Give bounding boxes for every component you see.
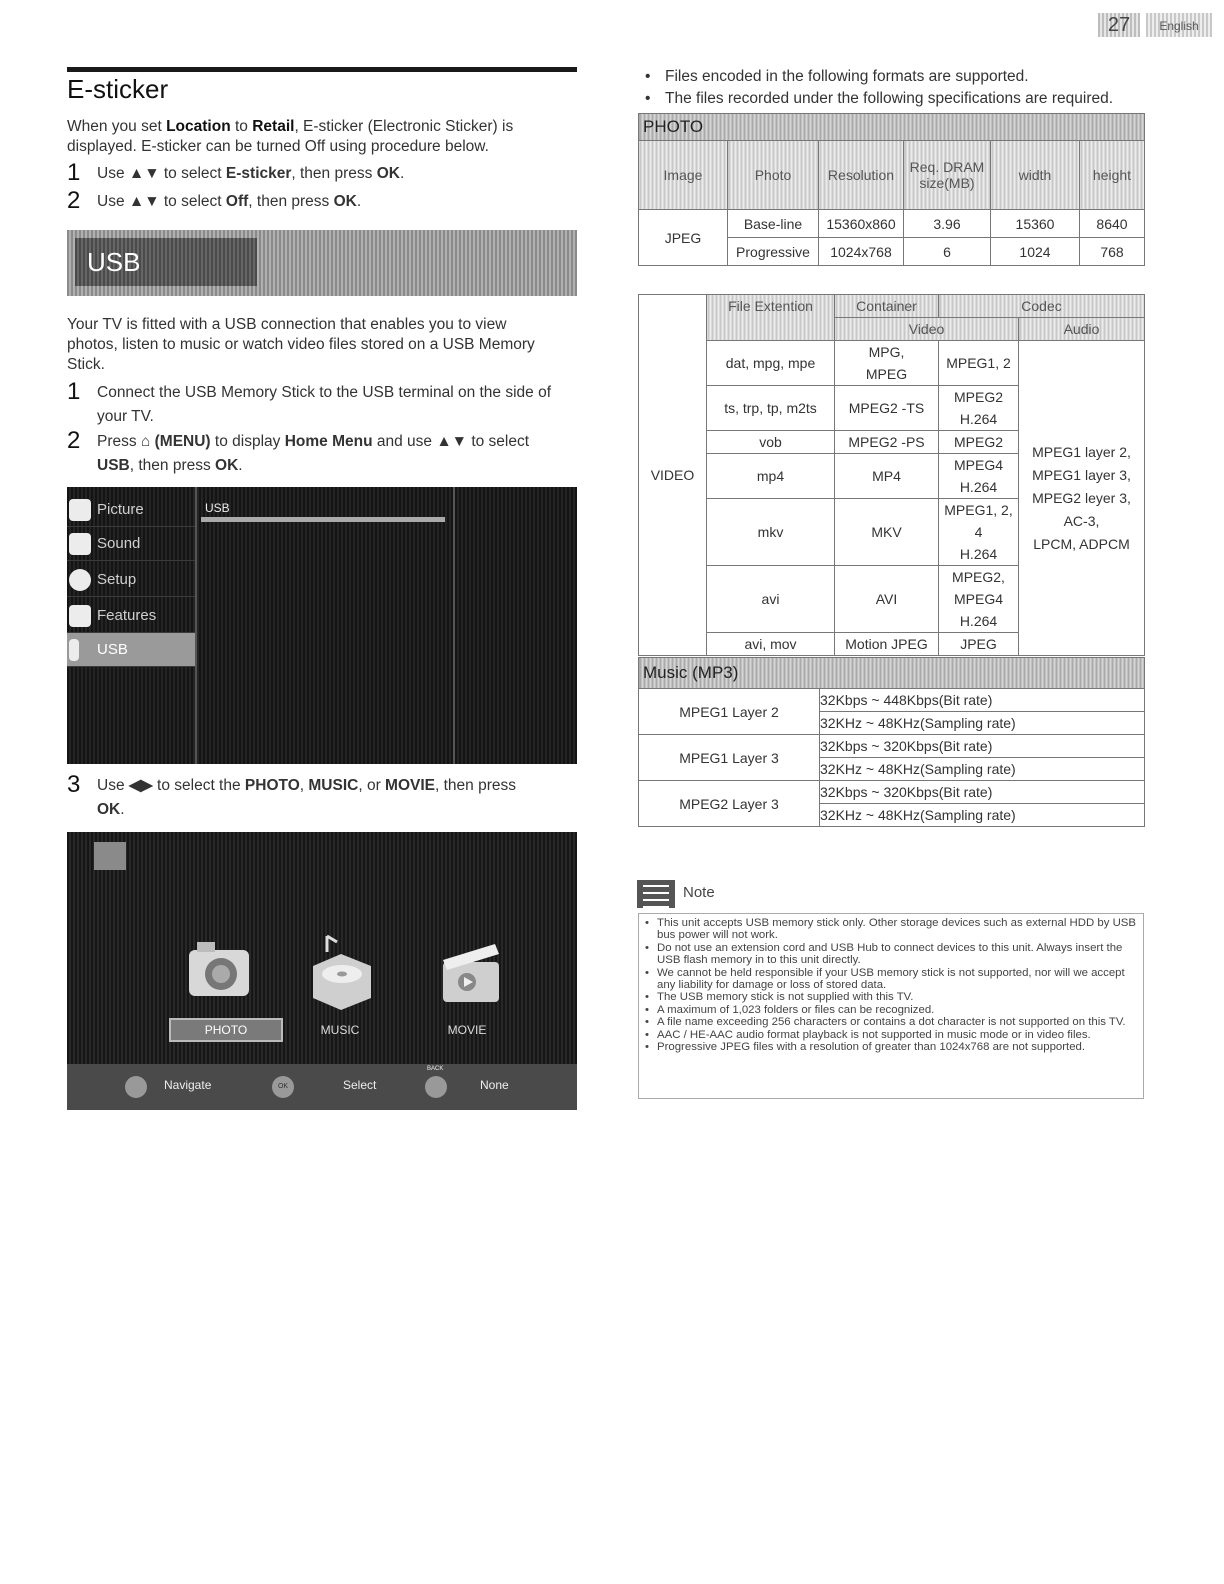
camera-icon <box>183 932 255 1012</box>
video-header-video: Video <box>835 318 1019 341</box>
video-ext-cell: avi, mov <box>707 633 835 656</box>
tv-home-menu-screenshot <box>67 487 577 764</box>
photo-cell: 3.96 <box>904 210 991 238</box>
video-container-cell: MPEG2 -PS <box>835 431 939 454</box>
video-container-cell: MKV <box>835 499 939 566</box>
ok-button-icon: OK <box>272 1076 294 1098</box>
usb-section-banner <box>67 230 577 296</box>
tv-menu-item-usb[interactable]: USB <box>67 633 195 667</box>
section-rule <box>67 67 577 72</box>
video-ext-cell: dat, mpg, mpe <box>707 341 835 386</box>
video-header-audio: Audio <box>1019 318 1145 341</box>
tv-footer-bar <box>67 1064 577 1110</box>
photo-cell: Base-line <box>728 210 819 238</box>
tv-menu-item-setup[interactable]: Setup <box>67 563 195 597</box>
usb-heading: USB <box>75 238 257 286</box>
video-audio-cell: MPEG1 layer 2, MPEG1 layer 3, MPEG2 leyer 3, AC-3, LPCM, ADPCM <box>1019 341 1145 656</box>
note-list <box>645 917 1137 1053</box>
photo-cell: 768 <box>1080 238 1145 266</box>
tv-menu-sidebar <box>67 487 195 764</box>
video-ext-cell: mkv <box>707 499 835 566</box>
photo-table <box>638 113 1145 266</box>
video-codec-cell: MPEG4 H.264 <box>939 454 1019 499</box>
note-icon <box>637 880 675 908</box>
format-bullet-2: • The files recorded under the following specifications are required. <box>665 88 1113 110</box>
note-item: • This unit accepts USB memory stick only. Other storage devices such as external HDD by USB bus power will not work. <box>645 917 1137 942</box>
photo-cell: 1024x768 <box>819 238 904 266</box>
video-container-cell: MPEG2 -TS <box>835 386 939 431</box>
navigate-dpad-icon <box>125 1076 147 1098</box>
video-container-cell: AVI <box>835 566 939 633</box>
music-table <box>638 657 1145 827</box>
usb-step-1: 1 Connect the USB Memory Stick to the USB terminal on the side of your TV. <box>67 378 552 425</box>
usb-step-3: 3 Use ◀▶ to select the PHOTO, MUSIC, or MOVIE, then press OK. <box>67 771 516 818</box>
music-spec-cell: 32Kbps ~ 320Kbps(Bit rate) 32KHz ~ 48KHz(Sampling rate) <box>820 781 1145 827</box>
video-header-container: Container <box>835 295 939 318</box>
photo-header-image: Image <box>639 141 728 210</box>
photo-cell: 6 <box>904 238 991 266</box>
tv-panel-highlight[interactable] <box>201 517 445 522</box>
usb-intro: Your TV is fitted with a USB connection that enables you to view photos, listen to music or watch video files stored on a USB Memory Stick. <box>67 316 535 373</box>
music-disc-icon <box>305 932 377 1012</box>
photo-cell: 8640 <box>1080 210 1145 238</box>
video-container-cell: Motion JPEG <box>835 633 939 656</box>
gear-icon <box>69 569 91 591</box>
photo-header-width: width <box>991 141 1080 210</box>
tv-menu-item-features[interactable]: Features <box>67 599 195 633</box>
photo-cell: 15360 <box>991 210 1080 238</box>
video-ext-cell: avi <box>707 566 835 633</box>
video-ext-cell: vob <box>707 431 835 454</box>
photo-header-dram: Req. DRAM size(MB) <box>904 141 991 210</box>
music-format-cell: MPEG1 Layer 2 <box>639 689 820 735</box>
sound-icon <box>69 533 91 555</box>
note-label: Note <box>683 884 715 901</box>
video-codec-cell: MPEG1, 2, 4 H.264 <box>939 499 1019 566</box>
media-music-button[interactable]: MUSIC <box>320 1023 360 1037</box>
video-codec-cell: MPEG2 <box>939 431 1019 454</box>
esticker-step-1: 1 Use ▲▼ to select E-sticker, then press OK. <box>67 159 405 186</box>
note-item: • A file name exceeding 256 characters or contains a dot character is not supported on this TV. <box>645 1016 1137 1028</box>
media-movie-button[interactable]: MOVIE <box>447 1023 487 1037</box>
note-item: • AAC / HE-AAC audio format playback is not supported in music mode or in video files. <box>645 1029 1137 1041</box>
photo-header-resolution: Resolution <box>819 141 904 210</box>
tv-menu-item-sound[interactable]: Sound <box>67 527 195 561</box>
footer-select-label: Select <box>343 1078 377 1092</box>
back-button-icon <box>425 1076 447 1098</box>
page-number: 27 <box>1098 13 1140 37</box>
video-codec-cell: JPEG <box>939 633 1019 656</box>
usb-icon <box>69 639 79 661</box>
note-item: • We cannot be held responsible if your USB memory stick is not supported, nor will we accept any liability for damage or loss of stored data. <box>645 967 1137 992</box>
photo-cell: 15360x860 <box>819 210 904 238</box>
photo-header-photo: Photo <box>728 141 819 210</box>
folder-icon <box>94 842 126 870</box>
video-header-codec: Codec <box>939 295 1145 318</box>
video-container-cell: MPG, MPEG <box>835 341 939 386</box>
back-caption: BACK <box>427 1066 444 1072</box>
esticker-intro: When you set Location to Retail, E-sticker (Electronic Sticker) is displayed. E-sticker can be turned Off using procedure below. <box>67 118 514 155</box>
esticker-heading: E-sticker <box>67 74 169 104</box>
photo-cell-image: JPEG <box>639 210 728 266</box>
media-photo-button[interactable]: PHOTO <box>169 1018 283 1042</box>
language-label: English <box>1146 13 1212 37</box>
music-spec-cell: 32Kbps ~ 448Kbps(Bit rate) 32KHz ~ 48KHz(Sampling rate) <box>820 689 1145 735</box>
video-codec-cell: MPEG2, MPEG4 H.264 <box>939 566 1019 633</box>
video-label: VIDEO <box>639 295 707 656</box>
tv-panel-title: USB <box>205 501 230 515</box>
music-format-cell: MPEG1 Layer 3 <box>639 735 820 781</box>
esticker-step-2: 2 Use ▲▼ to select Off, then press OK. <box>67 187 362 214</box>
picture-icon <box>69 499 91 521</box>
video-container-cell: MP4 <box>835 454 939 499</box>
features-icon <box>69 605 91 627</box>
note-item: • Progressive JPEG files with a resolution of greater than 1024x768 are not supported. <box>645 1041 1137 1053</box>
home-icon: ⌂ <box>140 433 151 450</box>
usb-step-2: 2 Press ⌂ (MENU) to display Home Menu and use ▲▼ to select USB, then press OK. <box>67 427 530 474</box>
footer-none-label: None <box>480 1078 509 1092</box>
video-codec-cell: MPEG2 H.264 <box>939 386 1019 431</box>
clapperboard-icon <box>437 932 509 1012</box>
video-ext-cell: ts, trp, tp, m2ts <box>707 386 835 431</box>
format-bullet-1: • Files encoded in the following formats are supported. <box>665 66 1113 88</box>
video-codec-cell: MPEG1, 2 <box>939 341 1019 386</box>
photo-table-title: PHOTO <box>639 114 1145 141</box>
format-bullets <box>665 66 1113 110</box>
note-item: • Do not use an extension cord and USB Hub to connect devices to this unit. Always insert the USB flash memory in to this unit directly. <box>645 942 1137 967</box>
music-table-title: Music (MP3) <box>639 658 1145 689</box>
photo-cell: Progressive <box>728 238 819 266</box>
music-spec-cell: 32Kbps ~ 320Kbps(Bit rate) 32KHz ~ 48KHz(Sampling rate) <box>820 735 1145 781</box>
photo-header-height: height <box>1080 141 1145 210</box>
tv-menu-panel <box>195 487 455 764</box>
video-ext-cell: mp4 <box>707 454 835 499</box>
video-header-file-ext: File Extention <box>707 295 835 341</box>
video-table <box>638 294 1145 656</box>
photo-cell: 1024 <box>991 238 1080 266</box>
tv-menu-item-picture[interactable]: Picture <box>67 493 195 527</box>
footer-navigate-label: Navigate <box>164 1078 212 1092</box>
tv-usb-media-screenshot <box>67 832 577 1110</box>
music-format-cell: MPEG2 Layer 3 <box>639 781 820 827</box>
note-item: • A maximum of 1,023 folders or files can be recognized. <box>645 1004 1137 1016</box>
note-item: • The USB memory stick is not supplied with this TV. <box>645 991 1137 1003</box>
